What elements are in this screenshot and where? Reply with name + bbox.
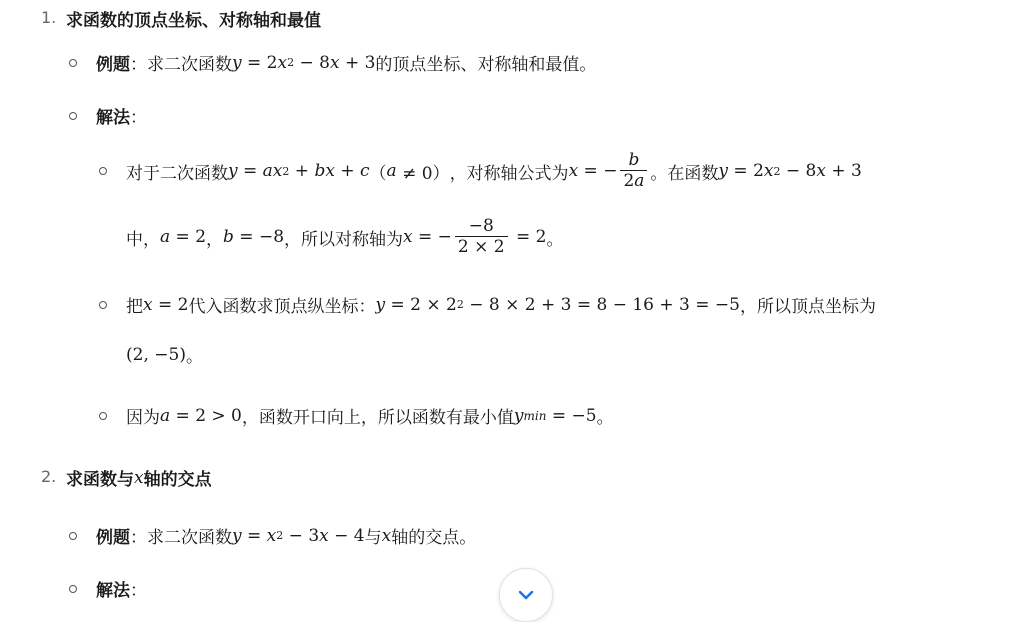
bullet <box>69 112 77 120</box>
bullet <box>99 301 107 309</box>
solution-label-2: 解法 ： <box>96 581 147 601</box>
example-label: 例题 <box>96 55 130 75</box>
heading-1: 求函数的顶点坐标、对称轴和最值 <box>66 11 321 31</box>
list-number-2: 2. <box>41 467 57 486</box>
example-1: 例题 ：求二次函数 y = 2 x 2 − 8 x + 3 的顶点坐标、对称轴和最值。 <box>96 50 596 75</box>
bullet <box>99 412 107 420</box>
step-2-line-2: (2, −5) 。 <box>126 344 203 367</box>
bullet <box>69 532 77 540</box>
list-number-1: 1. <box>41 8 57 27</box>
step-1-line-2: 中， a = 2 ， b = −8 ，所以对称轴为 x = − $\frac{-8}{2 \times 2}$ = 2 。 <box>126 215 564 258</box>
step-2-line-1: 把 x = 2 代入函数求顶点纵坐标： y = 2 × 2 2 − 8 × 2 + 3 = 8 − 16 + 3 = −5 ，所以顶点坐标为 <box>126 294 876 317</box>
step-3: 因为 a = 2 > 0 ，函数开口向上，所以函数有最小值 y min = −5 。 <box>126 405 614 428</box>
scroll-down-button[interactable] <box>499 568 553 622</box>
bullet <box>69 585 77 593</box>
bullet <box>69 59 77 67</box>
heading-2: 求函数与 x 轴的交点 <box>66 467 212 490</box>
example-label: 例题 <box>96 528 130 548</box>
chevron-down-icon <box>516 585 536 605</box>
step-1-line-1: 对于二次函数 y = ax 2 + bx + c （ a ≠ 0） ，对称轴公式为 x = − $\frac{b}{2a}$ 。在函数 y = 2 x 2 − 8 x + 3 <box>126 149 862 192</box>
solution-label-1: 解法 ： <box>96 108 147 128</box>
bullet <box>99 167 107 175</box>
example-2: 例题 ：求二次函数 y = x 2 − 3 x − 4 与 x 轴的交点。 <box>96 523 476 548</box>
